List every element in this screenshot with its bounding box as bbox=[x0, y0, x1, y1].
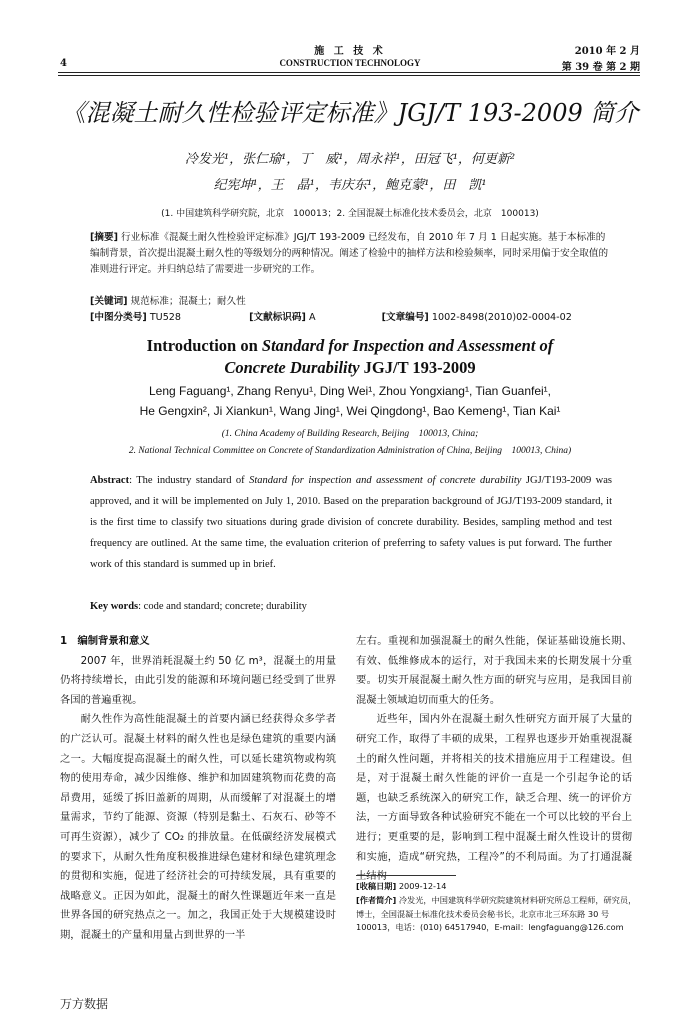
keywords-cn-label: [关键词] bbox=[90, 296, 128, 307]
issue-volume: 第 39 卷 第 2 期 bbox=[561, 62, 640, 73]
abstract-en-part1: : The industry standard of bbox=[129, 475, 250, 486]
title-en-italic1: Standard for Inspection and Assessment of bbox=[261, 336, 554, 355]
abstract-cn-text: 行业标准《混凝土耐久性检验评定标准》JGJ/T 193-2009 已经发布，自 2010 年 7 月 1 日起实施。基于本标准的编制背景，首次提出混凝土耐久性的等级划分的两种情况。阐述了检验中的抽样方法和检验频率，同时采用偏于安全取值的准则进行评定。并归纳总结了需要进一步研究的工作。 bbox=[90, 232, 609, 275]
doc-code-label: [文献标识码] bbox=[249, 312, 306, 323]
affiliation-en-line1: (1. China Academy of Building Research, Beijing 100013, China; bbox=[221, 429, 479, 439]
abstract-en-part2: JGJ/T193-2009 was approved, and it will be implemented on July 1, 2010. Based on the preparation background of JGJ/T193-2009 standard, it is the first time to classify two situations during grade division of concrete durability. Besides, sampling method and test frequency are outlined. At the same time, the evaluation criterion of preferring to safety values is put forward. The further work of this standard is summed up in brief. bbox=[90, 475, 612, 570]
affiliation-en-line2: 2. National Technical Committee on Concrete of Standardization Administration of China, Beijing 100013, China) bbox=[128, 446, 572, 456]
keywords-en bbox=[90, 596, 612, 617]
footnote-rule bbox=[356, 875, 456, 876]
title-en-line2 bbox=[0, 358, 700, 378]
keywords-cn-text: 规范标准；混凝土；耐久性 bbox=[130, 296, 246, 307]
title-en-line1 bbox=[0, 336, 700, 356]
abstract-en bbox=[90, 470, 612, 575]
journal-name-en: CONSTRUCTION TECHNOLOGY bbox=[279, 58, 421, 68]
footnote bbox=[356, 880, 638, 935]
keywords-cn bbox=[90, 294, 610, 310]
abstract-cn bbox=[90, 230, 610, 278]
authors-en-line2: He Gengxin², Ji Xiankun¹, Wang Jing¹, Wei Qingdong¹, Bao Kemeng¹, Tian Kai¹ bbox=[139, 404, 561, 418]
keywords-en-text: : code and standard; concrete; durability bbox=[138, 601, 307, 612]
received-date bbox=[356, 880, 638, 894]
issue-date: 2010 年 2 月 bbox=[574, 46, 640, 57]
article-no-label: [文章编号] bbox=[381, 312, 429, 323]
authors-cn-line1: 冷发光¹，张仁瑜¹，丁 威¹，周永祥¹，田冠飞¹，何更新² bbox=[184, 152, 516, 167]
journal-name-cn: 施 工 技 术 bbox=[314, 46, 386, 57]
article-no-value: 1002-8498(2010)02-0004-02 bbox=[431, 312, 572, 323]
page-number: 4 bbox=[60, 58, 67, 69]
keywords-en-label: Key words bbox=[90, 601, 139, 612]
title-en-pre: Introduction on bbox=[146, 336, 262, 355]
abstract-cn-label: [摘要] bbox=[90, 232, 118, 243]
authors-en-line1: Leng Faguang¹, Zhang Renyu¹, Ding Wei¹, Zhou Yongxiang¹, Tian Guanfei¹, bbox=[148, 384, 552, 398]
title-en-italic2: Concrete Durability bbox=[224, 358, 360, 377]
classification-row bbox=[90, 310, 610, 326]
watermark: 万方数据 bbox=[60, 997, 109, 1011]
author-bio-text: 冷发光，中国建筑科学研究院建筑材料研究所总工程师，研究员，博士，全国混凝土标准化技术委员会秘书长，北京市北三环东路 30 号 100013，电话：(010) 64517940，E-mail：lengfaguang@126.com bbox=[356, 894, 637, 933]
body-paragraph: 2007 年，世界消耗混凝土约 50 亿 m³，混凝土的用量仍将持续增长，由此引发的能源和环境问题已经受到了世界各国的普遍重视。 bbox=[60, 654, 336, 706]
author-bio bbox=[356, 894, 638, 935]
received-label: [收稿日期] bbox=[356, 881, 397, 891]
abstract-en-label: Abstract bbox=[90, 475, 130, 486]
section-heading: 1 编制背景和意义 bbox=[60, 635, 150, 647]
title-cn: 《混凝土耐久性检验评定标准》JGJ/T 193-2009 简介 bbox=[61, 99, 639, 127]
body-left-column bbox=[60, 632, 336, 946]
header-rule bbox=[58, 72, 640, 73]
received-value: 2009-12-14 bbox=[398, 881, 447, 891]
affiliation-cn: (1. 中国建筑科学研究院，北京 100013；2. 全国混凝土标准化技术委员会，北京 100013) bbox=[161, 209, 539, 219]
clc-value: TU528 bbox=[149, 312, 182, 323]
abstract-en-italic: Standard for inspection and assessment of concrete durability bbox=[249, 475, 522, 486]
clc-label: [中图分类号] bbox=[90, 312, 147, 323]
body-right-column bbox=[356, 632, 632, 887]
body-paragraph: 耐久性作为高性能混凝土的首要内涵已经获得众多学者的广泛认可。混凝土材料的耐久性也是绿色建筑的重要内涵之一。大幅度提高混凝土的耐久性，可以延长建筑物或构筑物的使用寿命，减少因维修、维护和加固建筑物而花费的高昂费用，延缓了拆旧盖新的周期，从而缓解了对混凝土的增量需求，节约了能源、资源（特别是黏土、石灰石、砂等不可再生资源），减少了 CO₂ 的排放量。在低碳经济发展模式的要求下，从耐久性角度积极推进绿色建材和绿色建筑理念的贯彻和实施，促进了经济社会的可持续发展，具有重要的战略意义。正因为如此，混凝土的耐久性课题近年来一直是世界各国的研究热点之一。加之，我国正处于大规模建设时期，混凝土的产量和用量占到世界的一半 bbox=[60, 713, 336, 941]
author-bio-label: [作者简介] bbox=[356, 894, 397, 905]
body-paragraph: 左右。重视和加强混凝土的耐久性能，保证基础设施长期、有效、低维修成本的运行，对于我国未来的长期发展十分重要。切实开展混凝土耐久性方面的研究与应用，是我国目前混凝土领域迫切而重大的任务。 bbox=[356, 635, 632, 706]
body-paragraph: 近些年，国内外在混凝土耐久性研究方面开展了大量的研究工作，取得了丰硕的成果，工程界也逐步开始重视混凝土的耐久性问题，并将相关的技术措施应用于工程建设。但是，对于混凝土耐久性能的评价一直是一个引起争论的话题，也缺乏系统深入的研究工作，缺乏合理、统一的评价方法，一方面导致各种试验研究不能在一个可以比较的平台上进行；更重要的是，影响到工程中混凝土耐久性设计的贯彻和实施，造成“研究热，工程冷”的不利局面。为了打通混凝土结构 bbox=[356, 713, 632, 883]
header-rule-thin bbox=[58, 75, 640, 76]
authors-cn-line2: 纪宪坤¹，王 晶¹，韦庆东¹，鲍克蒙¹，田 凯¹ bbox=[213, 178, 487, 193]
title-en-post: JGJ/T 193-2009 bbox=[359, 358, 476, 377]
doc-code-value: A bbox=[308, 312, 316, 323]
